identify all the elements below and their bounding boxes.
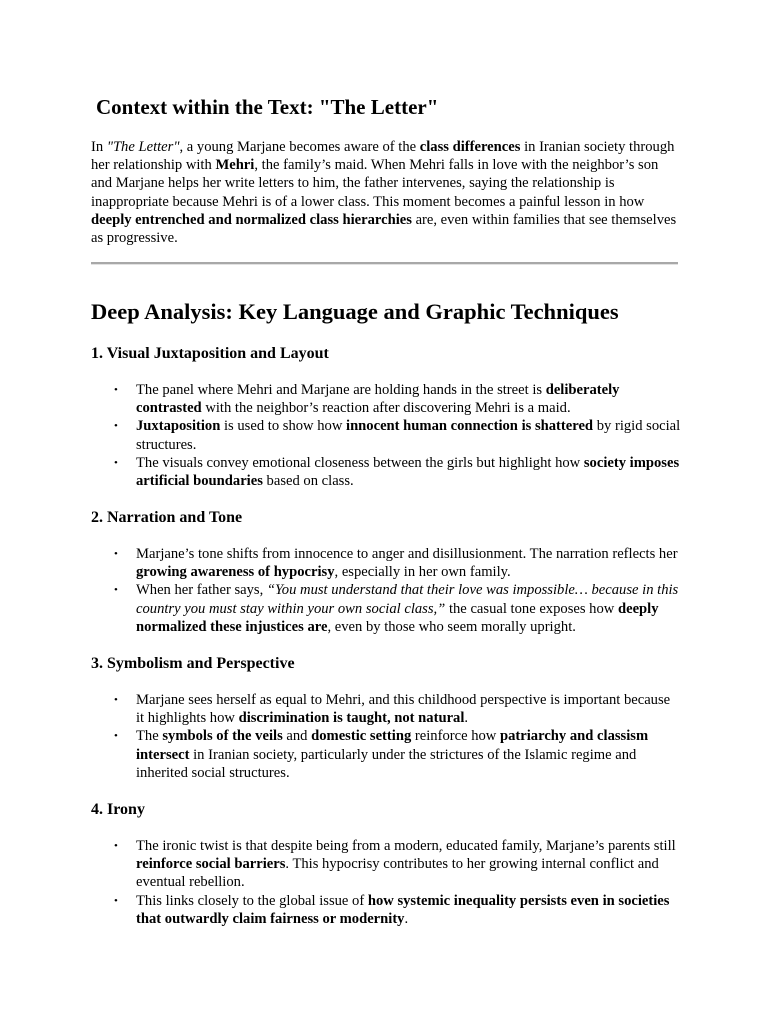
list-item: • Juxtaposition is used to show how innocent human connection is shattered by rigid social structures. bbox=[114, 418, 681, 453]
section-symbolism-perspective bbox=[91, 654, 681, 781]
bullet-icon: • bbox=[114, 548, 118, 560]
bullet-icon: • bbox=[114, 894, 118, 907]
list-item: • The panel where Mehri and Marjane are holding hands in the street is deliberately contrasted with the neighbor’s reaction after discovering Mehri is a maid. bbox=[114, 382, 620, 417]
bullet-icon: • bbox=[114, 694, 118, 706]
bullet-list bbox=[91, 837, 681, 928]
bullet-list bbox=[91, 381, 681, 490]
bullet-icon: • bbox=[114, 420, 118, 433]
list-item: • Marjane’s tone shifts from innocence to anger and disillusionment. The narration reflects her growing awareness of hypocrisy, especially in her own family. bbox=[114, 546, 678, 581]
analysis-title: Deep Analysis: Key Language and Graphic Techniques bbox=[91, 299, 619, 324]
bullet-icon: • bbox=[114, 384, 118, 396]
section-heading: 1. Visual Juxtaposition and Layout bbox=[91, 345, 329, 362]
list-item: • When her father says, “You must understand that their love was impossible… because in this country you must stay within your own social class,” the casual tone exposes how deeply normalized these injustices are, even by those who seem morally upright. bbox=[114, 582, 679, 635]
context-title: Context within the Text: "The Letter" bbox=[96, 95, 439, 119]
context-paragraph: In "The Letter", a young Marjane becomes aware of the class differences in Iranian society through her relationship with Mehri, the family’s maid. When Mehri falls in love with the neighbor’s son and Marjane helps her write letters to him, the father intervenes, saying the relationship is inappropriate because Mehri is of a lower class. This moment becomes a painful lesson in how deeply entrenched and normalized class hierarchies are, even within families that see themselves as progressive. bbox=[91, 139, 677, 247]
list-item: • The visuals convey emotional closeness between the girls but highlight how society imposes artificial boundaries based on class. bbox=[114, 454, 680, 490]
bullet-icon: • bbox=[114, 584, 118, 597]
bullet-icon: • bbox=[114, 730, 118, 743]
section-heading: 2. Narration and Tone bbox=[91, 509, 243, 526]
list-item: • This links closely to the global issue of how systemic inequality persists even in societies that outwardly claim fairness or modernity. bbox=[114, 892, 670, 927]
bullet-icon: • bbox=[114, 456, 118, 469]
bullet-list bbox=[91, 691, 681, 782]
section-heading: 3. Symbolism and Perspective bbox=[91, 655, 295, 672]
bullet-icon: • bbox=[114, 840, 118, 852]
list-item: • Marjane sees herself as equal to Mehri, and this childhood perspective is important because it highlights how discrimination is taught, not natural. bbox=[114, 692, 671, 727]
section-narration-tone bbox=[91, 508, 681, 635]
list-item: • The symbols of the veils and domestic setting reinforce how patriarchy and classism intersect in Iranian society, particularly under the strictures of the Islamic regime and inherited social structures. bbox=[114, 728, 649, 781]
list-item: • The ironic twist is that despite being from a modern, educated family, Marjane’s parents still reinforce social barriers. This hypocrisy contributes to her growing internal conflict and eventual rebellion. bbox=[114, 838, 676, 891]
section-visual-juxtaposition bbox=[91, 344, 681, 490]
section-irony bbox=[91, 800, 681, 927]
section-heading: 4. Irony bbox=[91, 801, 145, 818]
horizontal-divider bbox=[91, 262, 678, 265]
bullet-list bbox=[91, 545, 681, 636]
